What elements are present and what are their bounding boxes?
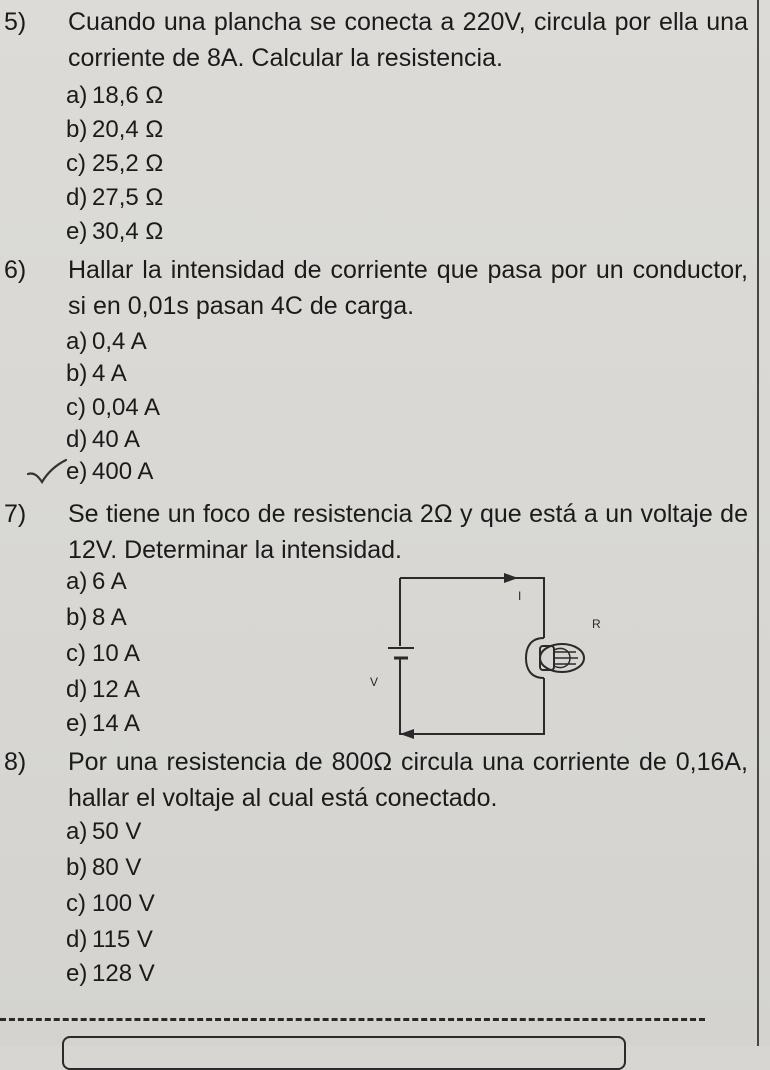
option-e: e) 400 A: [66, 458, 154, 485]
return-arrow-icon: [400, 729, 414, 739]
lightbulb-icon: [526, 638, 584, 678]
margin-rule: [757, 0, 759, 1046]
checkmark-icon: [26, 458, 68, 488]
option-b: b) 80 V: [66, 854, 142, 881]
option-e: e) 128 V: [66, 960, 155, 987]
option-a: a) 6 A: [66, 568, 127, 595]
option-a: a) 18,6 Ω: [66, 82, 164, 109]
battery-icon: [388, 648, 414, 666]
option-b: b) 8 A: [66, 604, 127, 631]
question-number: 6): [4, 256, 27, 284]
option-b: b) 20,4 Ω: [66, 116, 164, 143]
current-arrow-icon: [504, 573, 518, 583]
resistor-label: R: [592, 617, 601, 631]
option-c: c) 0,04 A: [66, 394, 161, 421]
question-text: Por una resistencia de 800Ω circula una corriente de 0,16A, hallar el voltaje al cual está conectado.: [68, 748, 748, 812]
question-text: Se tiene un foco de resistencia 2Ω y que está a un voltaje de 12V. Determinar la intensidad.: [68, 500, 748, 564]
wire-bottom: [400, 666, 544, 734]
question-number: 8): [4, 748, 27, 776]
option-c: c) 100 V: [66, 890, 155, 917]
option-d: d) 12 A: [66, 676, 141, 703]
question-6: [4, 252, 749, 492]
question-5: [4, 4, 749, 254]
question-number: 7): [4, 500, 27, 528]
option-d: d) 40 A: [66, 426, 141, 453]
next-section-box: [62, 1036, 626, 1070]
circuit-diagram: [318, 566, 601, 756]
question-text: Hallar la intensidad de corriente que pasa por un conductor, si en 0,01s pasan 4C de carga.: [68, 256, 748, 320]
option-e: e) 30,4 Ω: [66, 218, 164, 245]
option-c: c) 10 A: [66, 640, 141, 667]
option-a: a) 50 V: [66, 818, 142, 845]
option-d: d) 27,5 Ω: [66, 184, 164, 211]
option-b: b) 4 A: [66, 360, 127, 387]
current-label: I: [518, 589, 522, 603]
voltage-label: V: [370, 675, 379, 689]
question-number: 5): [4, 8, 27, 36]
option-a: a) 0,4 A: [66, 328, 147, 355]
wire-top: [400, 578, 544, 638]
question-8: [4, 744, 749, 1000]
option-c: c) 25,2 Ω: [66, 150, 164, 177]
dashed-separator: [0, 1018, 705, 1021]
question-text: Cuando una plancha se conecta a 220V, circula por ella una corriente de 8A. Calcular la resistencia.: [68, 8, 748, 72]
option-d: d) 115 V: [66, 926, 153, 953]
option-e: e) 14 A: [66, 710, 141, 737]
